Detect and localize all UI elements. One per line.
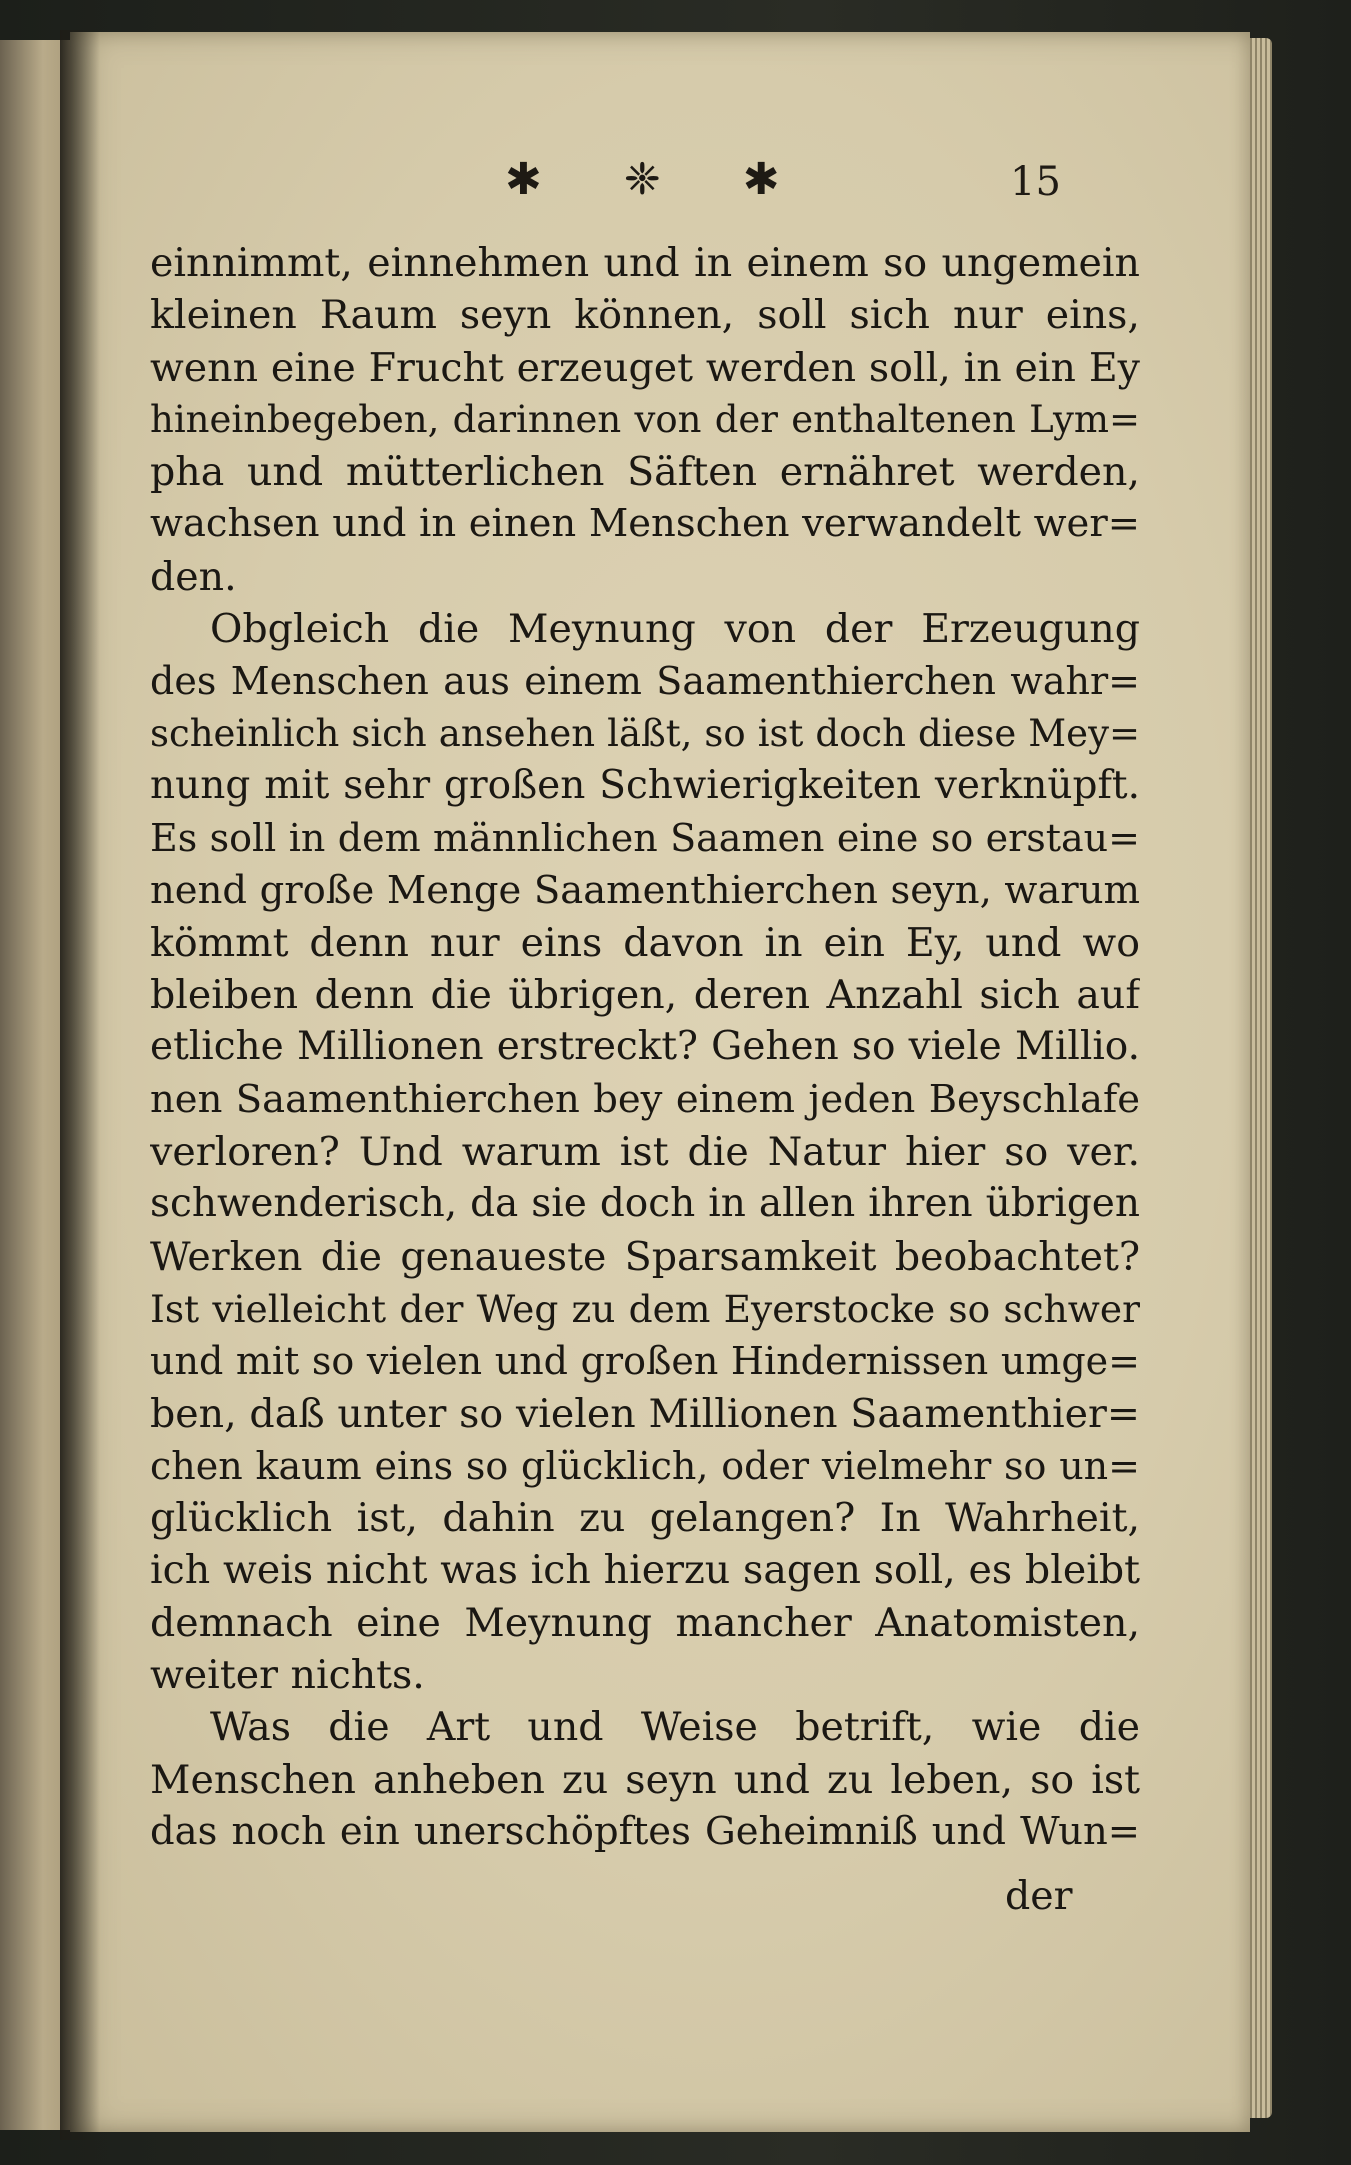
gutter-shadow <box>60 30 100 2140</box>
text-line: demnach eine Meynung mancher Anatomisten, <box>150 1599 1140 1646</box>
text-line: Menschen anheben zu seyn und zu leben, so ist <box>150 1756 1140 1803</box>
page-header <box>70 150 1250 210</box>
catchword: der <box>1005 1873 1073 1919</box>
text-line: schwenderisch, da sie doch in allen ihren übrigen <box>150 1181 1140 1227</box>
text-line: wenn eine Frucht erzeuget werden soll, in ein Ey <box>150 344 1140 391</box>
text-line: ben, daß unter so vielen Millionen Saamenthier= <box>150 1390 1140 1437</box>
text-line: Was die Art und Weise betrift, wie die <box>210 1704 1140 1751</box>
book-page <box>70 32 1250 2132</box>
text-line: Ist vielleicht der Weg zu dem Eyerstocke so schwer <box>150 1286 1140 1331</box>
text-line: verloren? Und warum ist die Natur hier so ver. <box>150 1129 1140 1176</box>
text-line: hineinbegeben, darinnen von der enthaltenen Lym= <box>150 397 1140 441</box>
text-line: nen Saamenthierchen bey einem jeden Beyschlafe <box>150 1076 1140 1122</box>
text-line: glücklich ist, dahin zu gelangen? In Wahrheit, <box>150 1495 1140 1542</box>
text-line: chen kaum eins so glücklich, oder vielmehr so un= <box>150 1443 1140 1488</box>
text-line: den. <box>150 553 237 600</box>
text-line: etliche Millionen erstreckt? Gehen so viele Millio. <box>150 1024 1140 1070</box>
text-line: Obgleich die Meynung von der Erzeugung <box>210 606 1140 653</box>
text-line: bleiben denn die übrigen, deren Anzahl sich auf <box>150 972 1140 1019</box>
text-line: nung mit sehr großen Schwierigkeiten verknüpft. <box>150 762 1140 808</box>
text-line: einnimmt, einnehmen und in einem so ungemein <box>150 240 1140 286</box>
text-line: scheinlich sich ansehen läßt, so ist doch diese Mey= <box>150 711 1140 755</box>
text-line: das noch ein unerschöpftes Geheimniß und Wun= <box>150 1808 1140 1854</box>
text-line: Es soll in dem männlichen Saamen eine so erstau= <box>150 816 1140 861</box>
text-line: pha und mütterlichen Säften ernähret werden, <box>150 449 1140 496</box>
text-line: kleinen Raum seyn können, soll sich nur eins, <box>150 292 1140 339</box>
header-ornament: ✱ ❈ ✱ <box>505 154 814 205</box>
text-line: ich weis nicht was ich hierzu sagen soll, es bleibt <box>150 1547 1140 1594</box>
text-line: Werken die genaueste Sparsamkeit beobachtet? <box>150 1233 1140 1280</box>
text-line: und mit so vielen und großen Hindernissen umge= <box>150 1339 1140 1384</box>
text-line: nend große Menge Saamenthierchen seyn, warum <box>150 867 1140 913</box>
page-number: 15 <box>1010 159 1061 205</box>
text-line: wachsen und in einen Menschen verwandelt wer= <box>150 501 1140 547</box>
text-line: kömmt denn nur eins davon in ein Ey, und wo <box>150 919 1140 966</box>
text-line: des Menschen aus einem Saamenthierchen wahr= <box>150 659 1140 704</box>
text-line: weiter nichts. <box>150 1652 425 1699</box>
body-text <box>150 237 1140 1858</box>
